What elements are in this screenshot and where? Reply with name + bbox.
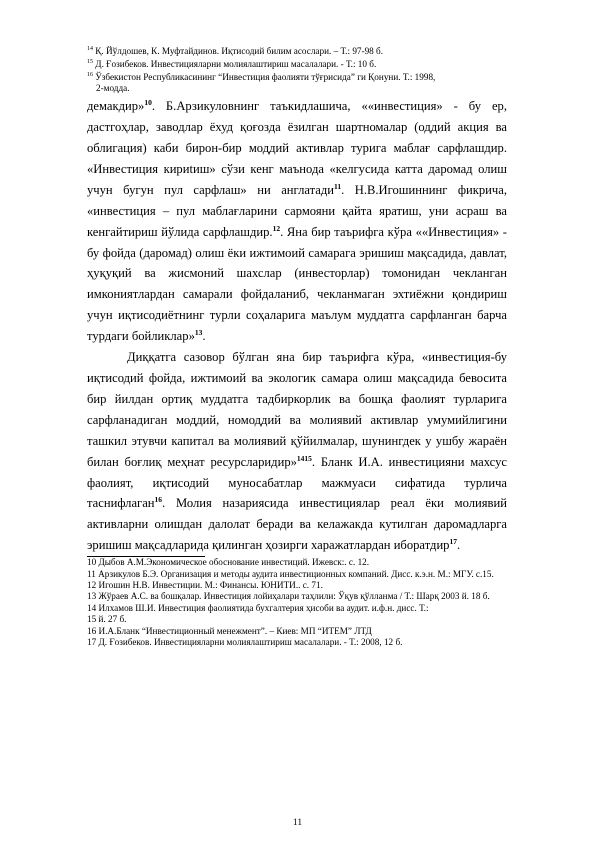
page-content: [87, 44, 507, 648]
footnote-17: 17 Д. Ғозибеков. Инвестицияларни молиялаштириш масалалари. - Т.: 2008, 12 б.: [87, 636, 403, 647]
bottom-footnotes: [87, 557, 507, 648]
footnote-ref: 11: [334, 181, 342, 191]
footnote-12: 12 Игошин Н.В. Инвестиции. М.: Финансы. ЮНИТИ.. с. 71.: [87, 579, 323, 590]
top-footnotes: [87, 44, 507, 94]
footnote-16-continuation: 2-модда.: [96, 83, 130, 94]
footnote-ref: 13: [194, 327, 203, 337]
page-number: 11: [292, 818, 303, 828]
footnote-ref: 10: [144, 98, 152, 107]
footnote-ref: 12: [272, 223, 281, 233]
footnote-ref: 1415: [296, 453, 312, 463]
footnote-14: 14 Илхамов Ш.И. Инвестиция фаолиятида бухгалтерия ҳисоби ва аудит. и.ф.н. дисс. Т.:: [87, 602, 429, 613]
footnote-15: 15 й. 27 б.: [87, 614, 127, 625]
paragraph-2: Диққатга сазовор бўлган яна бир таърифга кўра, «инвестиция-бу иқтисодий фойда, ижтимоий ва экологик самара олиш мақсадида бевосита бир йилдан ортиқ муддатга тадбиркорлик ва бошқа фаолият турларига сарфланадиган моддий, номоддий ва молиявий активлар умумийлигини ташкил этувчи капитал ва молиявий қўйилмалар, шунингдек у ушбу жараён билан боғлиқ меҳнат ресурсларидир»$^{1415}$. Бланк И.А. инвестицияни махсус фаолият, иқтисодий муносабатлар мажмуаси сифатида турлича таснифлаган$^{16}$. Молия назариясида инвестициялар реал ёки молиявий активларни олишдан далолат беради ва келажакда кутилган даромадларга эришиш мақсадларида қилинган ҳозирги харажатлардан иборатдир$^{17}$.: [87, 350, 507, 553]
footnote-15: $^{15}$ Д. Ғозибеков. Инвестицияларни молиялаштириш масалалари. - Т.: 10 б.: [87, 59, 377, 70]
paragraph-1: демакдир»$^{10}$. Б.Арзикуловнинг таъкидлашича, ««инвестиция» - бу ер, дастгоҳлар, заводлар ёхуд қоғозда ёзилган шартномалар (оддий акция ва облигация) каби бирон-бир моддий активлар турига маблағ сарфлашдир. «Инвестиция кириtиш» сўзи кенг маънода «келгусида катта даромад олиш учун бугун пул сарфлаш» ни англатади$^{11}$. Н.В.Игошиннинг фикрича, «инвестиция – пул маблағларини сармояни қайта яратиш, уни асраш ва кенгайтириш йўлида сарфлашдир.$^{12}$. Яна бир таърифга кўра ««Инвестиция» - бу фойда (даромад) олиш ёки ижтимоий самарага эришиш мақсадида, давлат, ҳуқуқий ва жисмоний шахслар (инвесторлар) томонидан чекланган имкониятлардан самарали фойдаланиб, чекланмаган эхтиёжни қондириш учун иқтисодиётнинг турли соҳаларига маълум муддатга сарфланган барча турдаги бойликлар»$^{13}$.: [87, 98, 507, 344]
footnote-10: 10 Дыбов А.М.Экономическое обоснование инвестиций. Ижевск:. с. 12.: [87, 557, 370, 568]
footnote-16: 16 И.А.Бланк “Инвестиционный менежмент”. – Киев: МП “ИТЕМ” ЛТД: [87, 625, 372, 636]
footnote-11: 11 Арзикулов Б.Э. Организация и методы аудита инвестиционных компаний. Дисс. к.э.н. М.: МГУ. с.15.: [87, 568, 494, 579]
footnote-ref: 17: [449, 537, 457, 547]
footnote-ref: 16: [154, 495, 163, 505]
footnote-16: $^{16}$ Ўзбекистон Республикасининг “Инвестиция фаолияти тўғрисида” ги Қонуни. Т.: 1998,: [87, 72, 436, 83]
footnote-13: 13 Жўраев А.С. ва бошқалар. Инвестиция лойиҳалари таҳлили: Ўқув қўлланма / Т.: Шарқ 2003 й. 18 б.: [87, 591, 490, 602]
footnote-14: $^{14}$ Қ. Йўлдошев, К. Муфтайдинов. Иқтисодий билим асослари. – Т.: 97-98 б.: [87, 46, 384, 57]
